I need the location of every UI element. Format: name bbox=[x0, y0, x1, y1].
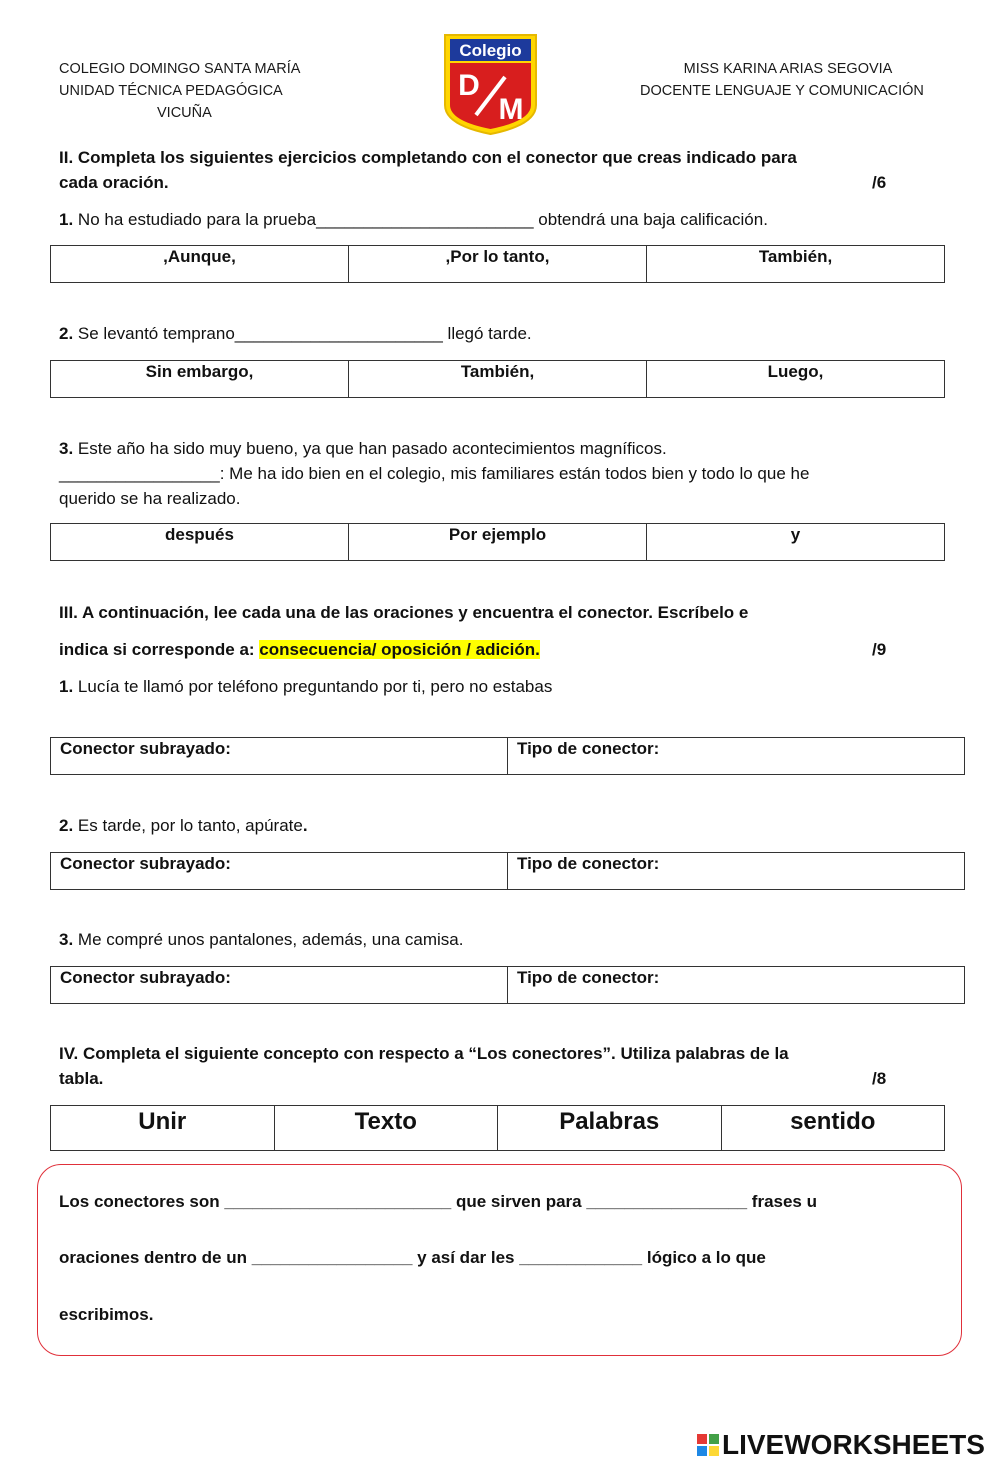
option-cell[interactable]: Luego, bbox=[647, 361, 945, 398]
liveworksheets-icon bbox=[696, 1433, 720, 1457]
answer-table-3-1 bbox=[50, 737, 965, 775]
section-2-title bbox=[59, 145, 939, 195]
question-text-end: querido se ha realizado. bbox=[59, 489, 241, 508]
section-3-title-line-1: III. A continuación, lee cada una de las oraciones y encuentra el conector. Escríbelo e bbox=[59, 603, 749, 622]
section-3-title-line-2 bbox=[59, 637, 540, 662]
connector-field[interactable]: Conector subrayado: bbox=[51, 967, 508, 1004]
school-info bbox=[59, 58, 300, 124]
teacher-info bbox=[640, 58, 932, 102]
connector-field[interactable]: Conector subrayado: bbox=[51, 738, 508, 775]
question-number: 2. bbox=[59, 816, 74, 835]
option-cell[interactable]: También, bbox=[349, 361, 647, 398]
question-text-end: obtendrá una baja calificación. bbox=[533, 210, 768, 229]
question-text: Se levantó temprano bbox=[73, 324, 235, 343]
teacher-role: DOCENTE LENGUAJE Y COMUNICACIÓN bbox=[640, 83, 924, 99]
word-bank-item[interactable]: Palabras bbox=[498, 1106, 722, 1151]
question-number: 3. bbox=[59, 439, 74, 458]
section-4-score: /8 bbox=[872, 1069, 887, 1088]
liveworksheets-logo bbox=[696, 1428, 985, 1462]
school-city: VICUÑA bbox=[157, 105, 212, 121]
option-cell[interactable]: Por ejemplo bbox=[349, 524, 647, 561]
concept-line-3: escribimos. bbox=[59, 1305, 154, 1324]
teacher-name: MISS KARINA ARIAS SEGOVIA bbox=[683, 61, 893, 77]
connector-type-field[interactable]: Tipo de conector: bbox=[508, 967, 965, 1004]
section-4-title bbox=[59, 1041, 939, 1091]
question-text-end: llegó tarde. bbox=[442, 324, 532, 343]
school-logo bbox=[443, 33, 538, 136]
option-cell[interactable]: ,Por lo tanto, bbox=[349, 246, 647, 283]
question-text: Es tarde, por lo tanto, apúrate bbox=[73, 816, 303, 835]
question-2-2 bbox=[59, 321, 532, 346]
question-number: 1. bbox=[59, 677, 74, 696]
option-cell[interactable]: y bbox=[647, 524, 945, 561]
section-3-score: /9 bbox=[872, 640, 887, 659]
school-name: COLEGIO DOMINGO SANTA MARÍA bbox=[59, 61, 301, 77]
question-text-end: . bbox=[302, 816, 308, 835]
connector-field[interactable]: Conector subrayado: bbox=[51, 853, 508, 890]
question-text: Me compré unos pantalones, además, una camisa. bbox=[73, 930, 464, 949]
option-cell[interactable]: Sin embargo, bbox=[51, 361, 349, 398]
question-number: 1. bbox=[59, 210, 74, 229]
logo-letter-m: M bbox=[498, 93, 524, 126]
options-table-2-2 bbox=[50, 360, 945, 398]
question-number: 3. bbox=[59, 930, 74, 949]
liveworksheets-brand: LIVEWORKSHEETS bbox=[722, 1429, 985, 1460]
connector-types-highlight: consecuencia/ oposición / adición. bbox=[259, 640, 540, 659]
word-bank-item[interactable]: Unir bbox=[51, 1106, 275, 1151]
question-3-2 bbox=[59, 813, 308, 838]
question-number: 2. bbox=[59, 324, 74, 343]
question-text: Este año ha sido muy bueno, ya que han pasado acontecimientos magníficos. bbox=[73, 439, 667, 458]
answer-table-3-3 bbox=[50, 966, 965, 1004]
option-cell[interactable]: después bbox=[51, 524, 349, 561]
option-cell[interactable]: También, bbox=[647, 246, 945, 283]
word-bank-item[interactable]: sentido bbox=[721, 1106, 945, 1151]
section-4-title-line-1: IV. Completa el siguiente concepto con respecto a “Los conectores”. Utiliza palabras de la bbox=[59, 1044, 789, 1063]
option-cell[interactable]: ,Aunque, bbox=[51, 246, 349, 283]
question-text: No ha estudiado para la prueba bbox=[73, 210, 317, 229]
connector-type-field[interactable]: Tipo de conector: bbox=[508, 853, 965, 890]
options-table-2-1 bbox=[50, 245, 945, 283]
section-3-title-text: indica si corresponde a: bbox=[59, 640, 260, 659]
answer-blank[interactable]: _________________ bbox=[59, 464, 220, 483]
answer-table-3-2 bbox=[50, 852, 965, 890]
concept-line-1[interactable]: Los conectores son ________________________ que sirven para _________________ frases u bbox=[59, 1192, 817, 1211]
school-unit: UNIDAD TÉCNICA PEDAGÓGICA bbox=[59, 83, 283, 99]
section-2-title-line-1: II. Completa los siguientes ejercicios completando con el conector que creas indicado para bbox=[59, 148, 797, 167]
question-3-3 bbox=[59, 927, 463, 952]
answer-blank[interactable]: ______________________ bbox=[234, 324, 443, 343]
logo-top-text: Colegio bbox=[459, 41, 522, 60]
question-2-3 bbox=[59, 436, 949, 511]
question-2-1 bbox=[59, 207, 768, 232]
question-text: Lucía te llamó por teléfono preguntando por ti, pero no estabas bbox=[73, 677, 553, 696]
connector-type-field[interactable]: Tipo de conector: bbox=[508, 738, 965, 775]
answer-blank[interactable]: _______________________ bbox=[316, 210, 534, 229]
section-2-title-line-2: cada oración. bbox=[59, 173, 169, 192]
options-table-2-3 bbox=[50, 523, 945, 561]
word-bank-item[interactable]: Texto bbox=[274, 1106, 498, 1151]
logo-letter-d: D bbox=[458, 69, 480, 102]
word-bank-table bbox=[50, 1105, 945, 1151]
section-2-score: /6 bbox=[872, 173, 887, 192]
section-4-title-line-2: tabla. bbox=[59, 1069, 104, 1088]
question-text-cont: : Me ha ido bien en el colegio, mis familiares están todos bien y todo lo que he bbox=[219, 464, 810, 483]
question-3-1 bbox=[59, 674, 552, 699]
concept-line-2[interactable]: oraciones dentro de un _________________ y así dar les _____________ lógico a lo que bbox=[59, 1248, 766, 1267]
